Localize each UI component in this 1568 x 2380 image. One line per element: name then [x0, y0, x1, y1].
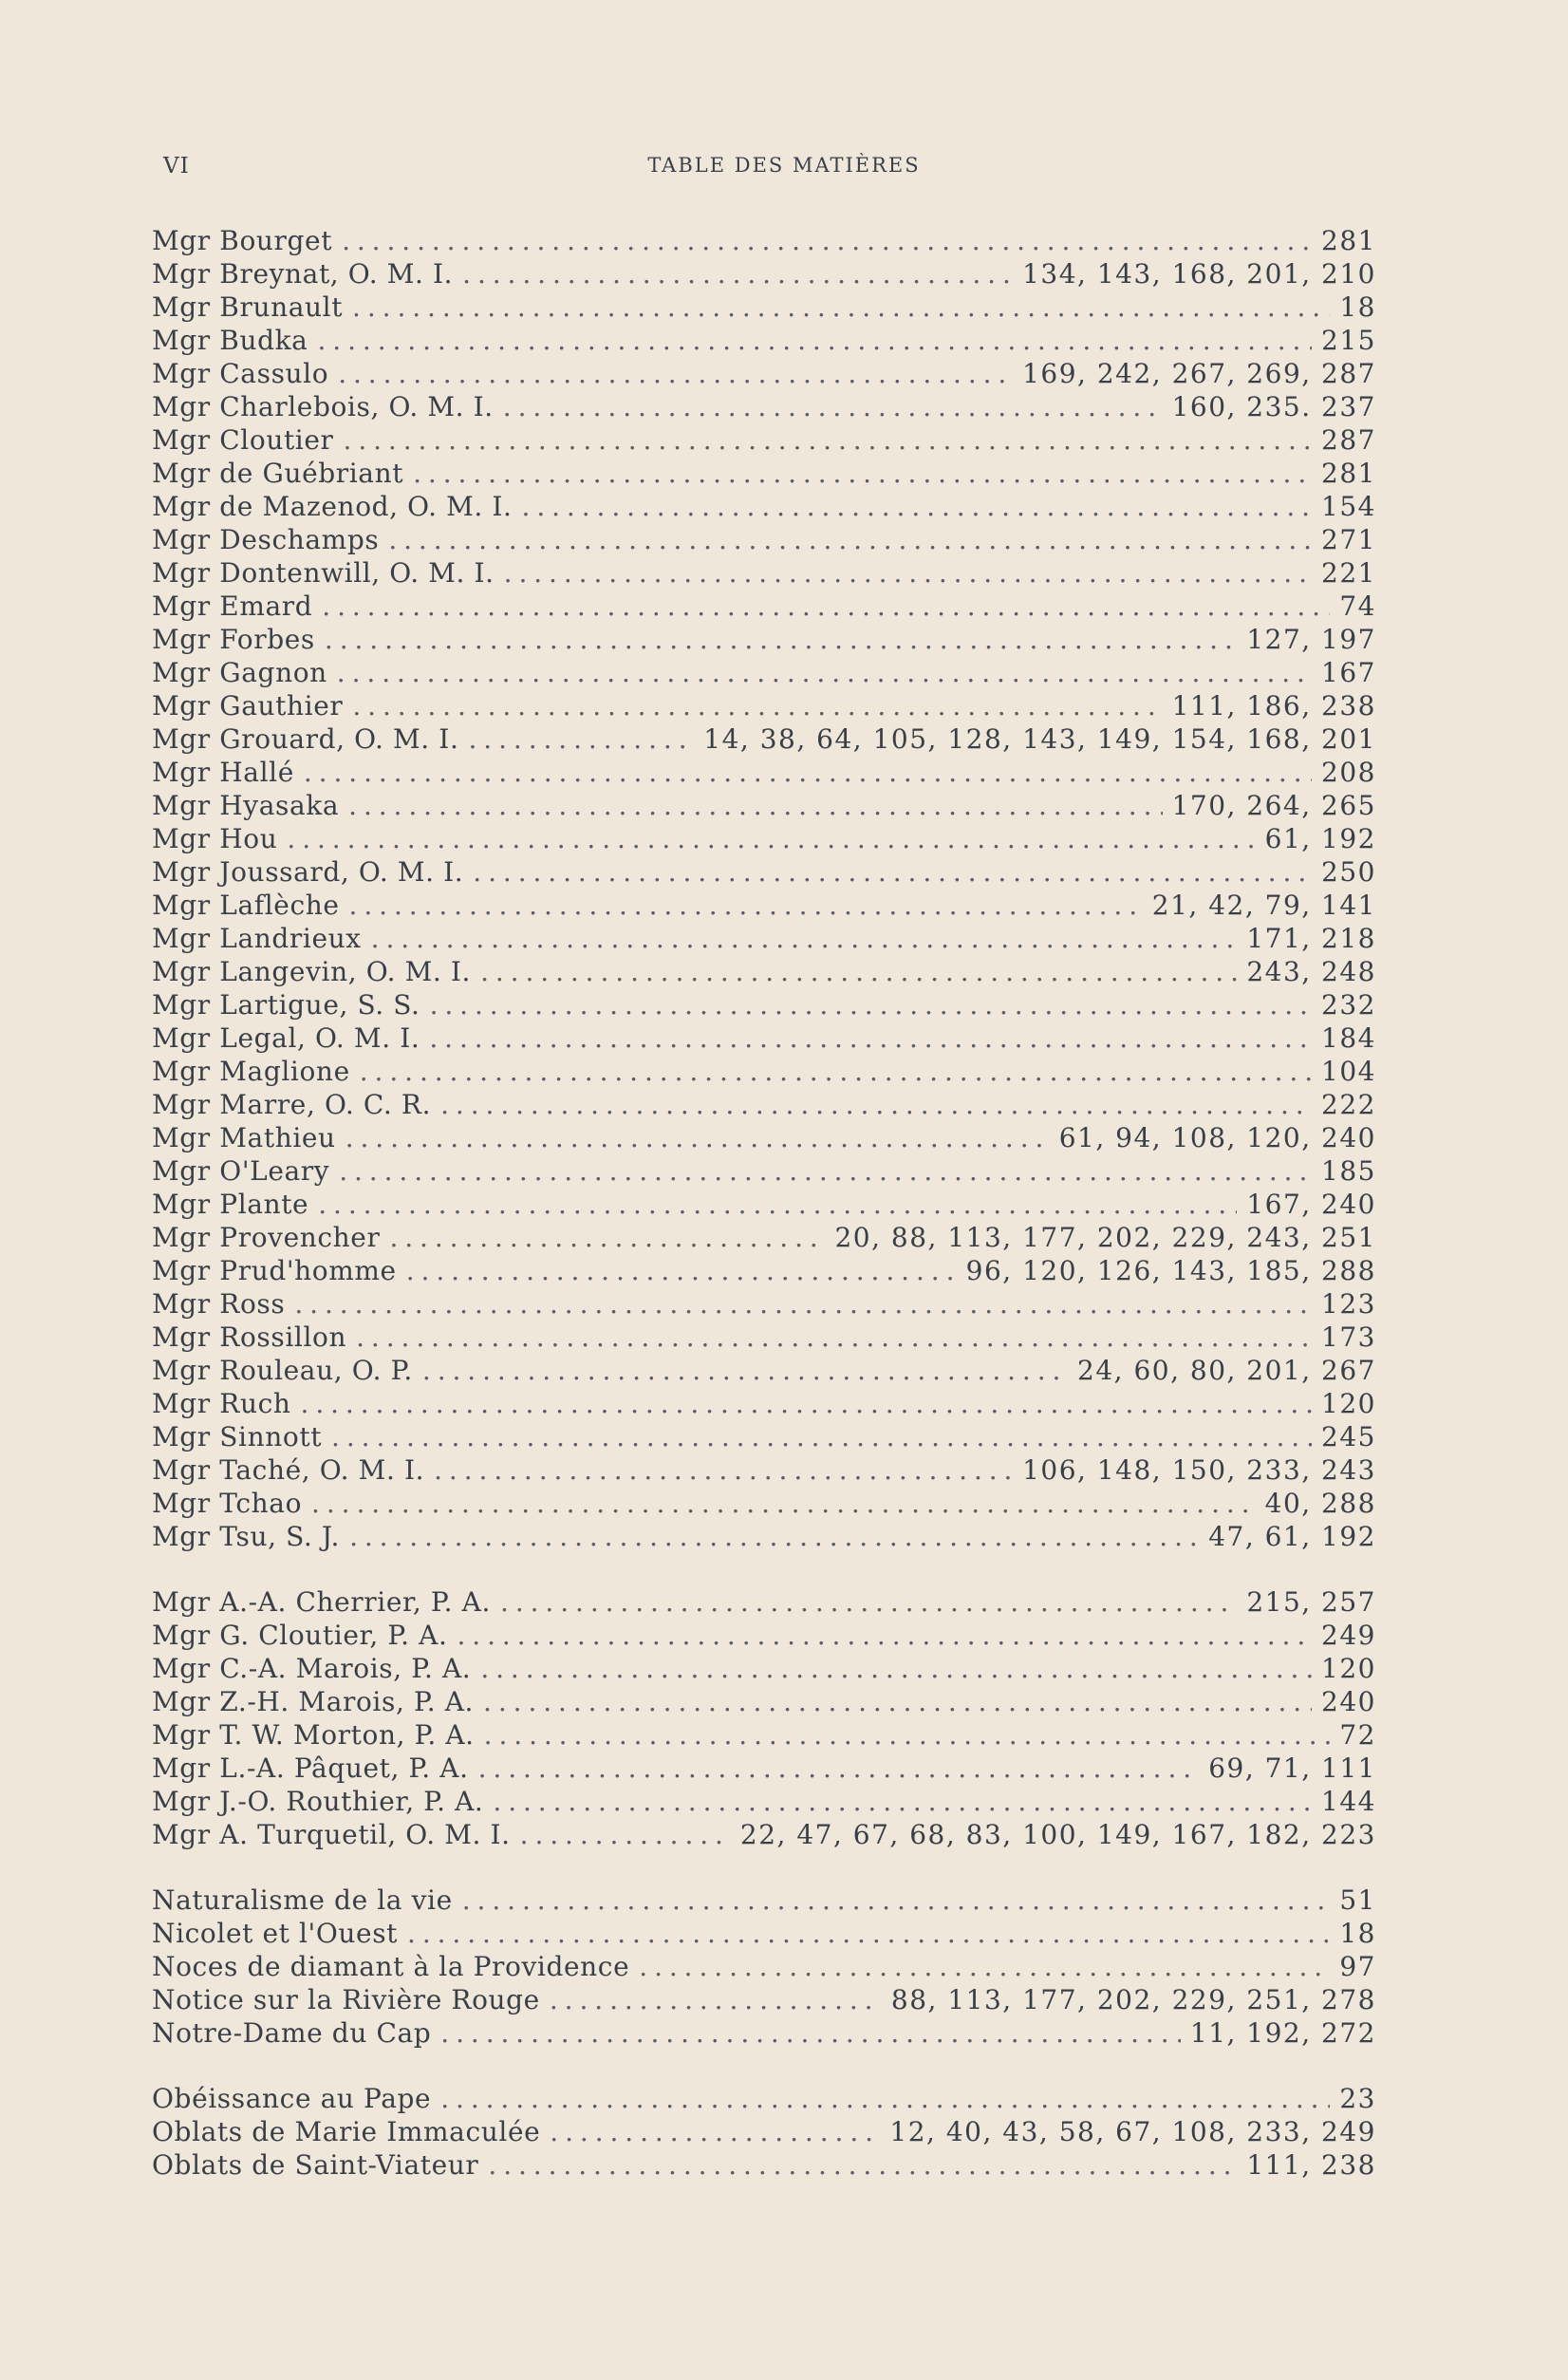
entry-title: Mgr Cassulo: [152, 358, 329, 389]
dot-leader: [484, 1718, 1331, 1752]
dot-leader: [468, 722, 694, 756]
index-entry: [152, 756, 1376, 789]
dot-leader: [371, 922, 1238, 955]
entry-pages: 170, 264, 265: [1171, 790, 1376, 821]
entry-title: Mgr de Mazenod, O. M. I.: [152, 491, 513, 522]
entry-title: Mgr Ruch: [152, 1388, 291, 1419]
entry-pages: 221: [1321, 557, 1376, 589]
index-entry: [152, 1520, 1376, 1553]
entry-pages: 134, 143, 168, 201, 210: [1022, 258, 1376, 290]
entry-pages: 51: [1339, 1884, 1376, 1916]
entry-pages: 249: [1321, 1620, 1376, 1651]
dot-leader: [413, 457, 1312, 490]
entry-title: Mgr Ross: [152, 1288, 286, 1320]
dot-leader: [457, 1619, 1313, 1652]
entry-title: Mgr Marre, O. C. R.: [152, 1089, 432, 1120]
index-entry: [152, 2082, 1376, 2115]
entry-pages: 106, 148, 150, 233, 243: [1022, 1454, 1376, 1486]
page-header: [0, 154, 1568, 182]
dot-leader: [550, 1983, 882, 2016]
dot-leader: [434, 1453, 1013, 1487]
dot-leader: [504, 556, 1312, 590]
dot-leader: [480, 955, 1237, 988]
dot-leader: [338, 357, 1013, 390]
dot-leader: [440, 2016, 1181, 2050]
entry-title: Mgr A. Turquetil, O. M. I.: [152, 1819, 511, 1850]
dot-leader: [422, 1354, 1068, 1387]
entry-title: Mgr Landrieux: [152, 923, 362, 954]
entry-pages: 271: [1321, 524, 1376, 555]
entry-pages: 61, 192: [1264, 823, 1376, 854]
dot-leader: [322, 590, 1330, 623]
entry-pages: 144: [1321, 1786, 1376, 1817]
dot-leader: [500, 1585, 1237, 1619]
dot-leader: [483, 1685, 1312, 1718]
dot-leader: [389, 1221, 825, 1254]
index-group: [152, 224, 1376, 1553]
entry-title: Mgr Provencher: [152, 1222, 381, 1253]
index-entry: [152, 1420, 1376, 1453]
entry-title: Mgr Charlebois, O. M. I.: [152, 391, 494, 422]
entry-pages: 167, 240: [1246, 1189, 1376, 1220]
entry-title: Mgr Tchao: [152, 1488, 303, 1519]
entry-title: Mgr Prud'homme: [152, 1255, 397, 1286]
index-entry: [152, 889, 1376, 922]
dot-leader: [311, 1487, 1256, 1520]
entry-title: Mgr A.-A. Cherrier, P. A.: [152, 1586, 492, 1618]
entry-pages: 21, 42, 79, 141: [1151, 890, 1376, 921]
index-entry: [152, 1950, 1376, 1983]
entry-title: Mgr Rouleau, O. P.: [152, 1355, 413, 1386]
entry-title: Mgr Mathieu: [152, 1122, 336, 1153]
entry-pages: 47, 61, 192: [1208, 1521, 1376, 1552]
entry-title: Mgr Grouard, O. M. I.: [152, 723, 459, 755]
entry-title: Mgr de Guébriant: [152, 458, 404, 489]
index-entry: [152, 2148, 1376, 2182]
dot-leader: [478, 1752, 1200, 1785]
index-entry: [152, 523, 1376, 556]
dot-leader: [352, 689, 1162, 722]
dot-leader: [349, 889, 1143, 922]
index-entry: [152, 1883, 1376, 1917]
index-group: [152, 1883, 1376, 2050]
index-entry: [152, 1221, 1376, 1254]
dot-leader: [337, 656, 1312, 689]
dot-leader: [388, 523, 1312, 556]
index-entry: [152, 490, 1376, 523]
index-entry: [152, 1453, 1376, 1487]
index-entry: [152, 722, 1376, 756]
entry-title: Mgr Brunault: [152, 291, 344, 323]
dot-leader: [639, 1950, 1330, 1983]
dot-leader: [429, 1021, 1312, 1055]
index-entry: [152, 1818, 1376, 1851]
entry-pages: 22, 47, 67, 68, 83, 100, 149, 167, 182, 223: [739, 1819, 1376, 1850]
entry-pages: 222: [1321, 1089, 1376, 1120]
entry-title: Mgr C.-A. Marois, P. A.: [152, 1653, 472, 1684]
entry-title: Mgr Breynat, O. M. I.: [152, 258, 454, 290]
entry-pages: 281: [1321, 225, 1376, 256]
entry-pages: 97: [1339, 1951, 1376, 1982]
entry-pages: 167: [1321, 657, 1376, 688]
index-entry: [152, 656, 1376, 689]
dot-leader: [318, 1188, 1237, 1221]
entry-pages: 240: [1321, 1686, 1376, 1717]
index-entry: [152, 855, 1376, 889]
entry-title: Mgr Emard: [152, 590, 313, 622]
entry-pages: 88, 113, 177, 202, 229, 251, 278: [890, 1984, 1376, 2015]
dot-leader: [349, 1520, 1199, 1553]
index-list: [152, 224, 1376, 2182]
index-entry: [152, 1021, 1376, 1055]
entry-pages: 232: [1321, 989, 1376, 1021]
dot-leader: [430, 988, 1312, 1021]
entry-pages: 14, 38, 64, 105, 128, 143, 149, 154, 168, 201: [703, 723, 1376, 755]
index-entry: [152, 257, 1376, 290]
entry-title: Mgr Cloutier: [152, 424, 334, 456]
dot-leader: [294, 1287, 1312, 1321]
entry-pages: 111, 186, 238: [1171, 690, 1376, 721]
entry-pages: 123: [1321, 1288, 1376, 1320]
index-entry: [152, 1154, 1376, 1188]
index-entry: [152, 1254, 1376, 1287]
index-entry: [152, 324, 1376, 357]
index-entry: [152, 1917, 1376, 1950]
index-entry: [152, 224, 1376, 257]
entry-title: Mgr Taché, O. M. I.: [152, 1454, 425, 1486]
dot-leader: [493, 1785, 1312, 1818]
entry-title: Mgr Hyasaka: [152, 790, 340, 821]
dot-leader: [360, 1055, 1312, 1088]
entry-title: Mgr Tsu, S. J.: [152, 1521, 341, 1552]
entry-title: Oblats de Saint-Viateur: [152, 2149, 479, 2181]
entry-pages: 171, 218: [1246, 923, 1376, 954]
page-number: VI: [163, 154, 190, 178]
dot-leader: [503, 390, 1163, 423]
dot-leader: [344, 423, 1313, 457]
entry-title: Mgr Deschamps: [152, 524, 380, 555]
dot-leader: [480, 1652, 1312, 1685]
entry-pages: 120: [1321, 1653, 1376, 1684]
entry-pages: 169, 242, 267, 269, 287: [1022, 358, 1376, 389]
index-group: [152, 2082, 1376, 2182]
index-group: [152, 1585, 1376, 1851]
entry-title: Mgr Hou: [152, 823, 278, 854]
entry-title: Mgr Lartigue, S. S.: [152, 989, 420, 1021]
entry-title: Mgr Legal, O. M. I.: [152, 1022, 420, 1054]
index-entry: [152, 1585, 1376, 1619]
entry-title: Mgr L.-A. Pâquet, P. A.: [152, 1752, 469, 1784]
dot-leader: [440, 1088, 1312, 1121]
index-entry: [152, 357, 1376, 390]
dot-leader: [304, 756, 1312, 789]
entry-title: Notre-Dame du Cap: [152, 2017, 432, 2049]
entry-pages: 208: [1321, 757, 1376, 788]
entry-pages: 72: [1339, 1719, 1376, 1751]
entry-pages: 12, 40, 43, 58, 67, 108, 233, 249: [889, 2116, 1376, 2147]
entry-pages: 184: [1321, 1022, 1376, 1054]
index-entry: [152, 623, 1376, 656]
entry-title: Mgr Laflèche: [152, 890, 340, 921]
index-entry: [152, 689, 1376, 722]
dot-leader: [440, 2082, 1330, 2115]
index-entry: [152, 2016, 1376, 2050]
entry-title: Mgr O'Leary: [152, 1155, 330, 1187]
index-entry: [152, 1055, 1376, 1088]
entry-title: Mgr Gauthier: [152, 690, 344, 721]
index-entry: [152, 1685, 1376, 1718]
entry-title: Mgr Gagnon: [152, 657, 327, 688]
dot-leader: [317, 324, 1312, 357]
index-entry: [152, 2115, 1376, 2148]
entry-title: Mgr Joussard, O. M. I.: [152, 856, 464, 888]
dot-leader: [520, 1818, 731, 1851]
entry-title: Mgr Maglione: [152, 1056, 350, 1087]
entry-title: Nicolet et l'Ouest: [152, 1918, 399, 1949]
dot-leader: [406, 1254, 957, 1287]
entry-title: Mgr Z.-H. Marois, P. A.: [152, 1686, 475, 1717]
running-title: TABLE DES MATIÈRES: [647, 154, 921, 177]
entry-title: Obéissance au Pape: [152, 2083, 432, 2114]
entry-pages: 245: [1321, 1421, 1376, 1452]
index-entry: [152, 789, 1376, 822]
entry-pages: 61, 94, 108, 120, 240: [1058, 1122, 1376, 1153]
dot-leader: [325, 623, 1237, 656]
index-entry: [152, 556, 1376, 590]
entry-title: Mgr Bourget: [152, 225, 333, 256]
entry-pages: 243, 248: [1246, 956, 1376, 987]
dot-leader: [342, 224, 1312, 257]
index-entry: [152, 423, 1376, 457]
index-entry: [152, 955, 1376, 988]
entry-title: Mgr Hallé: [152, 757, 294, 788]
entry-pages: 160, 235. 237: [1171, 391, 1376, 422]
index-entry: [152, 988, 1376, 1021]
dot-leader: [550, 2115, 880, 2148]
dot-leader: [522, 490, 1313, 523]
index-entry: [152, 1088, 1376, 1121]
entry-pages: 104: [1321, 1056, 1376, 1087]
index-entry: [152, 922, 1376, 955]
index-entry: [152, 822, 1376, 855]
entry-title: Mgr Budka: [152, 325, 308, 356]
entry-pages: 154: [1321, 491, 1376, 522]
entry-pages: 24, 60, 80, 201, 267: [1077, 1355, 1376, 1386]
entry-title: Mgr J.-O. Routhier, P. A.: [152, 1786, 484, 1817]
entry-title: Notice sur la Rivière Rouge: [152, 1984, 540, 2015]
entry-pages: 40, 288: [1264, 1488, 1376, 1519]
entry-pages: 120: [1321, 1388, 1376, 1419]
entry-pages: 23: [1339, 2083, 1376, 2114]
dot-leader: [407, 1917, 1330, 1950]
entry-title: Mgr Rossillon: [152, 1321, 347, 1353]
entry-title: Mgr Plante: [152, 1189, 309, 1220]
index-entry: [152, 1287, 1376, 1321]
index-entry: [152, 390, 1376, 423]
entry-pages: 18: [1339, 291, 1376, 323]
entry-title: Mgr Langevin, O. M. I.: [152, 956, 472, 987]
entry-pages: 173: [1321, 1321, 1376, 1353]
index-entry: [152, 1354, 1376, 1387]
entry-pages: 127, 197: [1246, 624, 1376, 655]
dot-leader: [356, 1321, 1312, 1354]
entry-title: Mgr Forbes: [152, 624, 315, 655]
dot-leader: [462, 257, 1013, 290]
dot-leader: [339, 1154, 1312, 1188]
dot-leader: [348, 789, 1162, 822]
index-entry: [152, 1188, 1376, 1221]
entry-pages: 74: [1339, 590, 1376, 622]
index-entry: [152, 1652, 1376, 1685]
entry-pages: 185: [1321, 1155, 1376, 1187]
index-entry: [152, 1785, 1376, 1818]
entry-title: Mgr G. Cloutier, P. A.: [152, 1620, 448, 1651]
entry-pages: 11, 192, 272: [1189, 2017, 1376, 2049]
entry-title: Mgr Dontenwill, O. M. I.: [152, 557, 495, 589]
index-entry: [152, 1752, 1376, 1785]
entry-pages: 111, 238: [1246, 2149, 1376, 2181]
index-entry: [152, 1121, 1376, 1154]
index-entry: [152, 1487, 1376, 1520]
entry-title: Noces de diamant à la Providence: [152, 1951, 630, 1982]
dot-leader: [331, 1420, 1312, 1453]
index-entry: [152, 1619, 1376, 1652]
entry-pages: 250: [1321, 856, 1376, 888]
dot-leader: [462, 1883, 1331, 1917]
index-entry: [152, 1983, 1376, 2016]
index-entry: [152, 1387, 1376, 1420]
dot-leader: [301, 1387, 1313, 1420]
index-entry: [152, 457, 1376, 490]
index-entry: [152, 590, 1376, 623]
dot-leader: [287, 822, 1255, 855]
dot-leader: [488, 2148, 1237, 2182]
dot-leader: [473, 855, 1312, 889]
entry-title: Mgr T. W. Morton, P. A.: [152, 1719, 475, 1751]
entry-pages: 215: [1321, 325, 1376, 356]
dot-leader: [345, 1121, 1050, 1154]
index-entry: [152, 1718, 1376, 1752]
entry-title: Mgr Sinnott: [152, 1421, 323, 1452]
entry-pages: 96, 120, 126, 143, 185, 288: [965, 1255, 1376, 1286]
entry-pages: 18: [1339, 1918, 1376, 1949]
entry-title: Oblats de Marie Immaculée: [152, 2116, 541, 2147]
entry-pages: 215, 257: [1246, 1586, 1376, 1618]
entry-pages: 69, 71, 111: [1208, 1752, 1376, 1784]
entry-pages: 20, 88, 113, 177, 202, 229, 243, 251: [834, 1222, 1376, 1253]
entry-pages: 287: [1321, 424, 1376, 456]
index-entry: [152, 290, 1376, 324]
dot-leader: [352, 290, 1330, 324]
entry-title: Naturalisme de la vie: [152, 1884, 453, 1916]
entry-pages: 281: [1321, 458, 1376, 489]
index-entry: [152, 1321, 1376, 1354]
